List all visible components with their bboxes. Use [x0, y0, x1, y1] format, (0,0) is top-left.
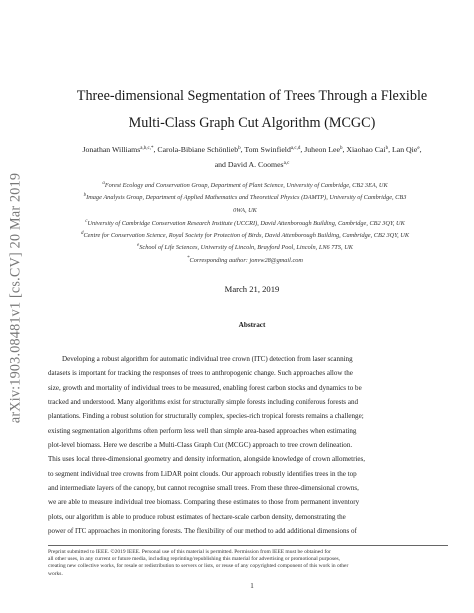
author-list-line-2: and David A. Coomes$^{a,c}$ — [214, 160, 290, 169]
affiliation-text: University of Cambridge Conservation Research Institute (UCCRI), David Attenborough Building, Cambridge, CB2 3QY, UK — [87, 220, 405, 227]
abstract-line: and intermediate layers of the canopy, but cannot recognise small trees. From these three-dimensional crowns, — [48, 484, 359, 493]
author-affiliation-marks: b — [339, 146, 343, 151]
arxiv-identifier-stamp — [7, 172, 24, 424]
abstract-line: size, growth and mortality of individual trees to be measured, enabling forest carbon stocks and dynamics to be — [48, 383, 362, 392]
author-name: David A. Coomes — [227, 160, 284, 169]
affiliation-mark: b — [83, 193, 87, 198]
affiliation-a — [40, 183, 450, 189]
author-affiliation-marks: a,b,c,* — [140, 146, 154, 151]
abstract-line: plantations. Finding a robust solution for structurally complex, species-rich tropical forests remains a challenge; — [48, 412, 364, 421]
affiliation-text: Centre for Conservation Science, Royal Society for Protection of Birds, David Attenborough Building, Cambridge, CB2 3QY, UK — [83, 232, 410, 239]
affiliation-text-continued: 0WA, UK — [233, 207, 257, 214]
corresponding-author — [40, 258, 450, 264]
author-name: Jonathan Williams — [82, 145, 141, 154]
abstract-line: power of ITC approaches in monitoring forests. The flexibility of our method to add additional dimensions of — [48, 527, 357, 536]
footnote-line: creating new collective works, for resale or redistribution to servers or lists, or reuse of any copyrighted component of this work in other — [48, 563, 349, 570]
page-number: 1 — [250, 582, 254, 590]
author-affiliation-marks: e — [417, 146, 420, 151]
corresponding-author-text: Corresponding author: jonvw28@gmail.com — [189, 257, 303, 264]
footnote-divider — [48, 545, 448, 546]
paper-title-line-2: Multi-Class Graph Cut Algorithm (MCGC) — [128, 115, 376, 131]
copyright-footnote — [48, 549, 448, 578]
publication-date: March 21, 2019 — [224, 284, 280, 294]
abstract-line: Developing a robust algorithm for automatic individual tree crown (ITC) detection from laser scanning — [62, 355, 353, 363]
author-name: Carola-Bibiane Schönlieb — [157, 145, 239, 154]
affiliation-text: Forest Ecology and Conservation Group, Department of Plant Science, University of Cambridge, CB2 3EA, UK — [104, 182, 388, 189]
author-name: Lan Qie — [391, 145, 418, 154]
abstract-heading: Abstract — [238, 321, 266, 329]
author-list-line-1: Jonathan Williams$^{a,b,c,*}$, Carola-Bibiane Schönlieb$^b$, Tom Swinfield$^{a,c,d}$, Juheon Lee$^b$, Xiaohao Cai$^b$, Lan Qie$^e$, — [82, 145, 422, 154]
author-name: Tom Swinfield — [244, 145, 291, 154]
footnote-line: Preprint submitted to IEEE. ©2019 IEEE. Personal use of this material is permitted. Permission from IEEE must be obtained for — [48, 549, 331, 555]
author-affiliation-marks: a,c — [283, 161, 290, 166]
abstract-line: existing segmentation algorithms often perform less well than simple area-based approaches when estimating — [48, 426, 357, 435]
affiliation-d — [40, 233, 450, 239]
arxiv-identifier-text: arXiv:1903.08481v1 [cs.CV] 20 Mar 2019 — [7, 172, 24, 424]
abstract-line: to segment individual tree crowns from LiDAR point clouds. Our approach robustly identifies trees in the top — [48, 469, 357, 478]
affiliation-b-line-1 — [40, 195, 450, 201]
affiliation-mark: d — [80, 231, 84, 236]
author-name: Xiaohao Cai — [346, 145, 386, 154]
affiliation-text: Image Analysis Group, Department of Applied Mathematics and Theoretical Physics (DAMTP), University of Cambridge, CB3 — [86, 194, 407, 201]
abstract-line: plots, our algorithm is able to produce robust estimates of hectare-scale carbon density, demonstrating the — [48, 512, 346, 521]
affiliation-e — [40, 245, 450, 251]
affiliation-b-line-2 — [40, 208, 450, 214]
abstract-line: This uses local three-dimensional geometry and density information, alongside knowledge of crown allometries, — [48, 455, 366, 464]
abstract-line: plot-level biomass. Here we describe a Multi-Class Graph Cut (MCGC) approach to tree crown delineation. — [48, 441, 353, 450]
abstract-line: datasets is important for tracking the responses of trees to anthropogenic change. Such approaches allow the — [48, 369, 353, 378]
footnote-line: all other uses, in any current or future media, including reprinting/republishing this material for advertising or promotional purposes, — [48, 556, 341, 563]
affiliation-mark: a — [102, 181, 105, 186]
author-affiliation-marks: b — [238, 146, 241, 151]
author-affiliation-marks: b — [385, 146, 389, 151]
paper-title-line-1: Three-dimensional Segmentation of Trees Through a Flexible — [76, 88, 428, 104]
abstract-line: tracked and understood. Many algorithms exist for structurally simple forests including coniferous forests and — [48, 398, 358, 407]
corresponding-mark: * — [187, 256, 190, 261]
author-affiliation-marks: a,c,d — [290, 146, 301, 151]
affiliation-mark: e — [137, 243, 140, 248]
author-name: Juheon Lee — [304, 145, 340, 154]
affiliation-text: School of Life Sciences, University of Lincoln, Brayford Pool, Lincoln, LN6 7TS, UK — [139, 244, 353, 251]
footnote-line: works. — [48, 570, 63, 577]
abstract-body — [48, 352, 448, 538]
abstract-line: we are able to measure individual tree biomass. Comparing these estimates to those from permanent inventory — [48, 498, 360, 507]
affiliation-c — [40, 221, 450, 227]
affiliation-mark: c — [85, 219, 88, 224]
